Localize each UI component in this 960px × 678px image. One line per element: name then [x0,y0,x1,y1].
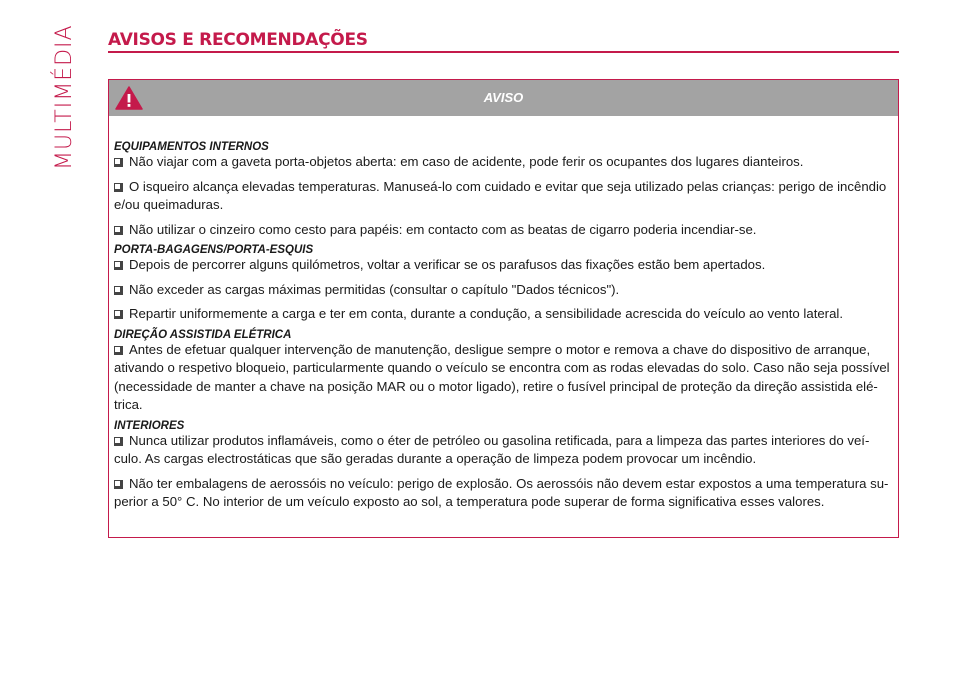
bullet-icon [114,286,123,295]
title-divider [108,51,899,53]
warning-box [108,79,899,538]
warning-header [109,80,898,116]
bullet-icon [114,437,123,446]
warning-item [114,153,890,172]
warning-item-text: Não ter embalagens de aerossóis no veículo: perigo de explosão. Os aerossóis não devem estar expostos a uma temperatura su-perior a 50° C. No interior de um veículo exposto ao sol, a temperatura pode superar de forma significativa esses valores. [114,475,889,509]
bullet-icon [114,310,123,319]
warning-item [114,281,890,300]
warning-body [114,142,890,518]
warning-item-text: Antes de efetuar qualquer intervenção de manutenção, desligue sempre o motor e remova a chave do dispositivo de arranque, ativando o respetivo bloqueio, particularmente quando o veículo se encontra com as rodas elevadas do solo. Caso não seja possível (necessidade de manter a chave na posição MAR ou o motor ligado), retire o fusível principal de proteção da direção assistida elé-trica. [114,341,890,412]
bullet-icon [114,158,123,167]
warning-item-text: O isqueiro alcança elevadas temperaturas. Manuseá-lo com cuidado e evitar que seja utilizado pelas crianças: perigo de incêndio e/ou queimaduras. [114,178,887,212]
category-heading: EQUIPAMENTOS INTERNOS [114,141,269,153]
warning-item-text: Nunca utilizar produtos inflamáveis, como o éter de petróleo ou gasolina retificada, para a limpeza das partes interiores do veí-culo. As cargas electrostáticas que são geradas durante a operação de limpeza podem provocar um incêndio. [114,432,870,466]
warning-item-text: Não utilizar o cinzeiro como cesto para papéis: em contacto com as beatas de cigarro poderia incendiar-se. [129,221,757,237]
bullet-icon [114,480,123,489]
bullet-icon [114,261,123,270]
warning-item [114,475,890,512]
category-heading: PORTA-BAGAGENS/PORTA-ESQUIS [114,244,314,256]
warning-item [114,221,890,240]
warning-item [114,305,890,324]
warning-item [114,432,890,469]
warning-label: AVISO [483,90,524,105]
bullet-icon [114,346,123,355]
category-heading: INTERIORES [114,419,185,432]
warning-item [114,341,890,415]
section-side-label: MULTIMÉDIA [52,24,77,170]
warning-item-text: Não viajar com a gaveta porta-objetos aberta: em caso de acidente, pode ferir os ocupantes dos lugares dianteiros. [129,154,804,169]
warning-item-text: Não exceder as cargas máximas permitidas (consultar o capítulo "Dados técnicos"). [129,281,620,297]
warning-item [114,178,890,215]
page-title: AVISOS E RECOMENDAÇÕES [108,30,368,50]
category-heading: DIREÇÃO ASSISTIDA ELÉTRICA [114,328,292,341]
bullet-icon [114,183,123,192]
warning-item [114,256,890,275]
warning-item-text: Repartir uniformemente a carga e ter em conta, durante a condução, a sensibilidade acrescida do veículo ao vento lateral. [129,306,844,321]
warning-item-text: Depois de percorrer alguns quilómetros, voltar a verificar se os parafusos das fixações estão bem apertados. [129,257,766,272]
bullet-icon [114,226,123,235]
